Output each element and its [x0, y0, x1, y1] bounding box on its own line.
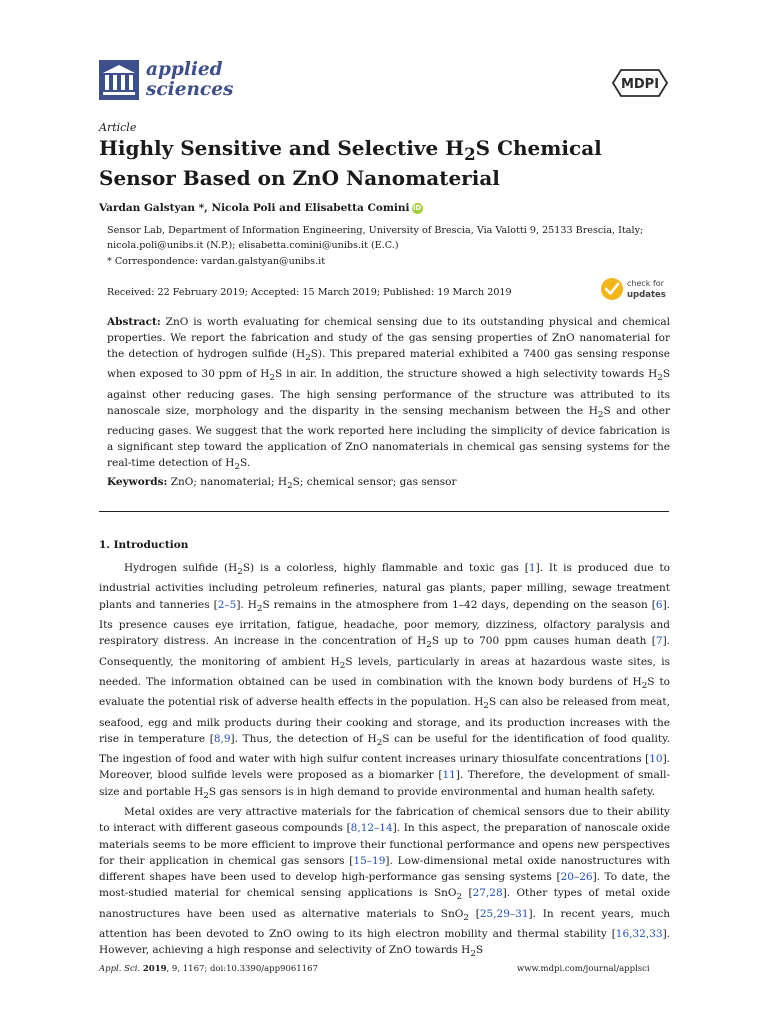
correspondence: * Correspondence: vardan.galstyan@unibs.it	[107, 256, 326, 267]
check-updates-line1: check for	[627, 279, 664, 288]
affiliation-emails: nicola.poli@unibs.it (N.P.); elisabetta.comini@unibs.it (E.C.)	[107, 240, 399, 251]
keywords: Keywords: ZnO; nanomaterial; $H_2S$; chemical sensor; gas sensor	[107, 476, 457, 492]
article-type: Article	[99, 121, 137, 134]
publication-dates: Received: 22 February 2019; Accepted: 15 March 2019; Published: 19 March 2019	[107, 287, 512, 298]
intro-paragraph-1: Hydrogen sulfide $(H_2S)$ is a colorless, highly flammable and toxic gas [1]. It is produced due to industrial activities including petroleum refineries, natural gas plants, paper milling, sewage treatment plants and tanneries [2–5]. $H_2S$ remains in the atmosphere from 1–42 days, depending on the season [6]. Its presence causes eye irritation, fatigue, headache, poor memory, dizziness, olfactory paralysis and respiratory distress. An increase in the concentration of $H_2S$ up to 700 ppm causes human death [7]. Consequently, the monitoring of ambient $H_2S$ levels, particularly in areas at hazardous waste sites, is needed. The information obtained can be used in combination with the known body burdens of $H_2S$ to evaluate the potential risk of adverse health effects in the population. $H_2S$ can also be released from meat, seafood, egg and milk products during their cooking and storage, and its production increases with the rise in temperature [8,9]. Thus, the detection of $H_2S$ can be useful for the identification of food quality. The ingestion of food and water with high sulfur content increases urinary thiosulfate concentrations [10]. Moreover, blood sulfide levels were proposed as a biomarker [11]. Therefore, the development of small-size and portable $H_2S$ gas sensors is in high demand to provide environmental and human health safety.	[99, 562, 670, 801]
citation-link[interactable]: 20–26	[560, 871, 593, 883]
abstract: Abstract: ZnO is worth evaluating for chemical sensing due to its outstanding physical and chemical properties. We report the fabrication and study of the gas sensing properties of ZnO nanomaterial for the detection of hydrogen sulfide $(H_2S)$. This prepared material exhibited a 7400 gas sensing response when exposed to 30 ppm of $H_2S$ in air. In addition, the structure showed a high selectivity towards $H_2S$ against other reducing gases. The high sensing performance of the structure was attributed to its nanoscale size, morphology and the disparity in the sensing mechanism between the $H_2S$ and other reducing gases. We suggest that the work reported here including the simplicity of device fabrication is a significant step toward the application of ZnO nanomaterials in chemical gas sensing systems for the real-time detection of $H_2S$.	[107, 316, 671, 473]
citation-link[interactable]: 10	[649, 753, 663, 766]
journal-name	[146, 60, 233, 100]
citation-link[interactable]: 7	[655, 635, 663, 648]
citation-link[interactable]: 6	[655, 598, 663, 611]
journal-name-line2: sciences	[146, 79, 234, 100]
footer-citation: Appl. Sci. 2019, 9, 1167; doi:10.3390/app9061167	[99, 964, 318, 974]
journal-name-line1: applied	[146, 59, 223, 80]
journal-building-icon	[99, 60, 139, 100]
orcid-icon[interactable]: iD	[412, 204, 422, 212]
citation-link[interactable]: 25,29–31	[479, 907, 529, 920]
citation-link[interactable]: 27,28	[472, 887, 503, 900]
journal-logo	[99, 58, 233, 102]
citation-link[interactable]: 15–19	[353, 854, 386, 867]
citation-link[interactable]: 1	[528, 562, 536, 574]
publisher-logo	[611, 68, 669, 98]
citation-link[interactable]: 8,12–14	[350, 822, 393, 835]
citation-link[interactable]: 8,9	[213, 732, 231, 745]
author-names: Vardan Galstyan *, Nicola Poli and Elisabetta Comini	[99, 202, 410, 214]
citation-link[interactable]: 16,32,33	[615, 927, 663, 940]
section-heading: 1. Introduction	[99, 539, 189, 551]
citation-link[interactable]: 11	[442, 769, 456, 782]
section-divider	[99, 511, 669, 512]
check-for-updates-badge[interactable]	[599, 274, 671, 304]
publisher-name: MDPI	[620, 77, 660, 92]
author-list	[99, 202, 423, 214]
introduction-body	[99, 560, 670, 963]
affiliation-line1: Sensor Lab, Department of Information Engineering, University of Brescia, Via Valotti 9, 25133 Brescia, Italy;	[107, 225, 644, 236]
citation-link[interactable]: 2–5	[217, 598, 237, 611]
intro-paragraph-2: Metal oxides are very attractive materials for the fabrication of chemical sensors due to their ability to interact with different gaseous compounds [8,12–14]. In this aspect, the preparation of nanoscale oxide materials seems to be more efficient to improve their functional performance and opens new perspectives for their application in chemical gas sensors [15–19]. Low-dimensional metal oxide nanostructures with different shapes have been used to develop high-performance gas sensing systems [20–26]. To date, the most-studied material for chemical sensing applications is SnO$_2$ [27,28]. Other types of metal oxide nanostructures have been used as alternative materials to SnO$_2$ [25,29–31]. In recent years, much attention has been devoted to ZnO owing to its high electron mobility and thermal stability [16,32,33]. However, achieving a high response and selectivity of ZnO towards $H_2S$	[99, 806, 671, 960]
footer-journal-url[interactable]: www.mdpi.com/journal/applsci	[517, 964, 650, 974]
check-updates-line2: updates	[627, 290, 666, 300]
article-title: Highly Sensitive and Selective $H_2S$ Chemical Sensor Based on ZnO Nanomaterial	[99, 136, 602, 190]
